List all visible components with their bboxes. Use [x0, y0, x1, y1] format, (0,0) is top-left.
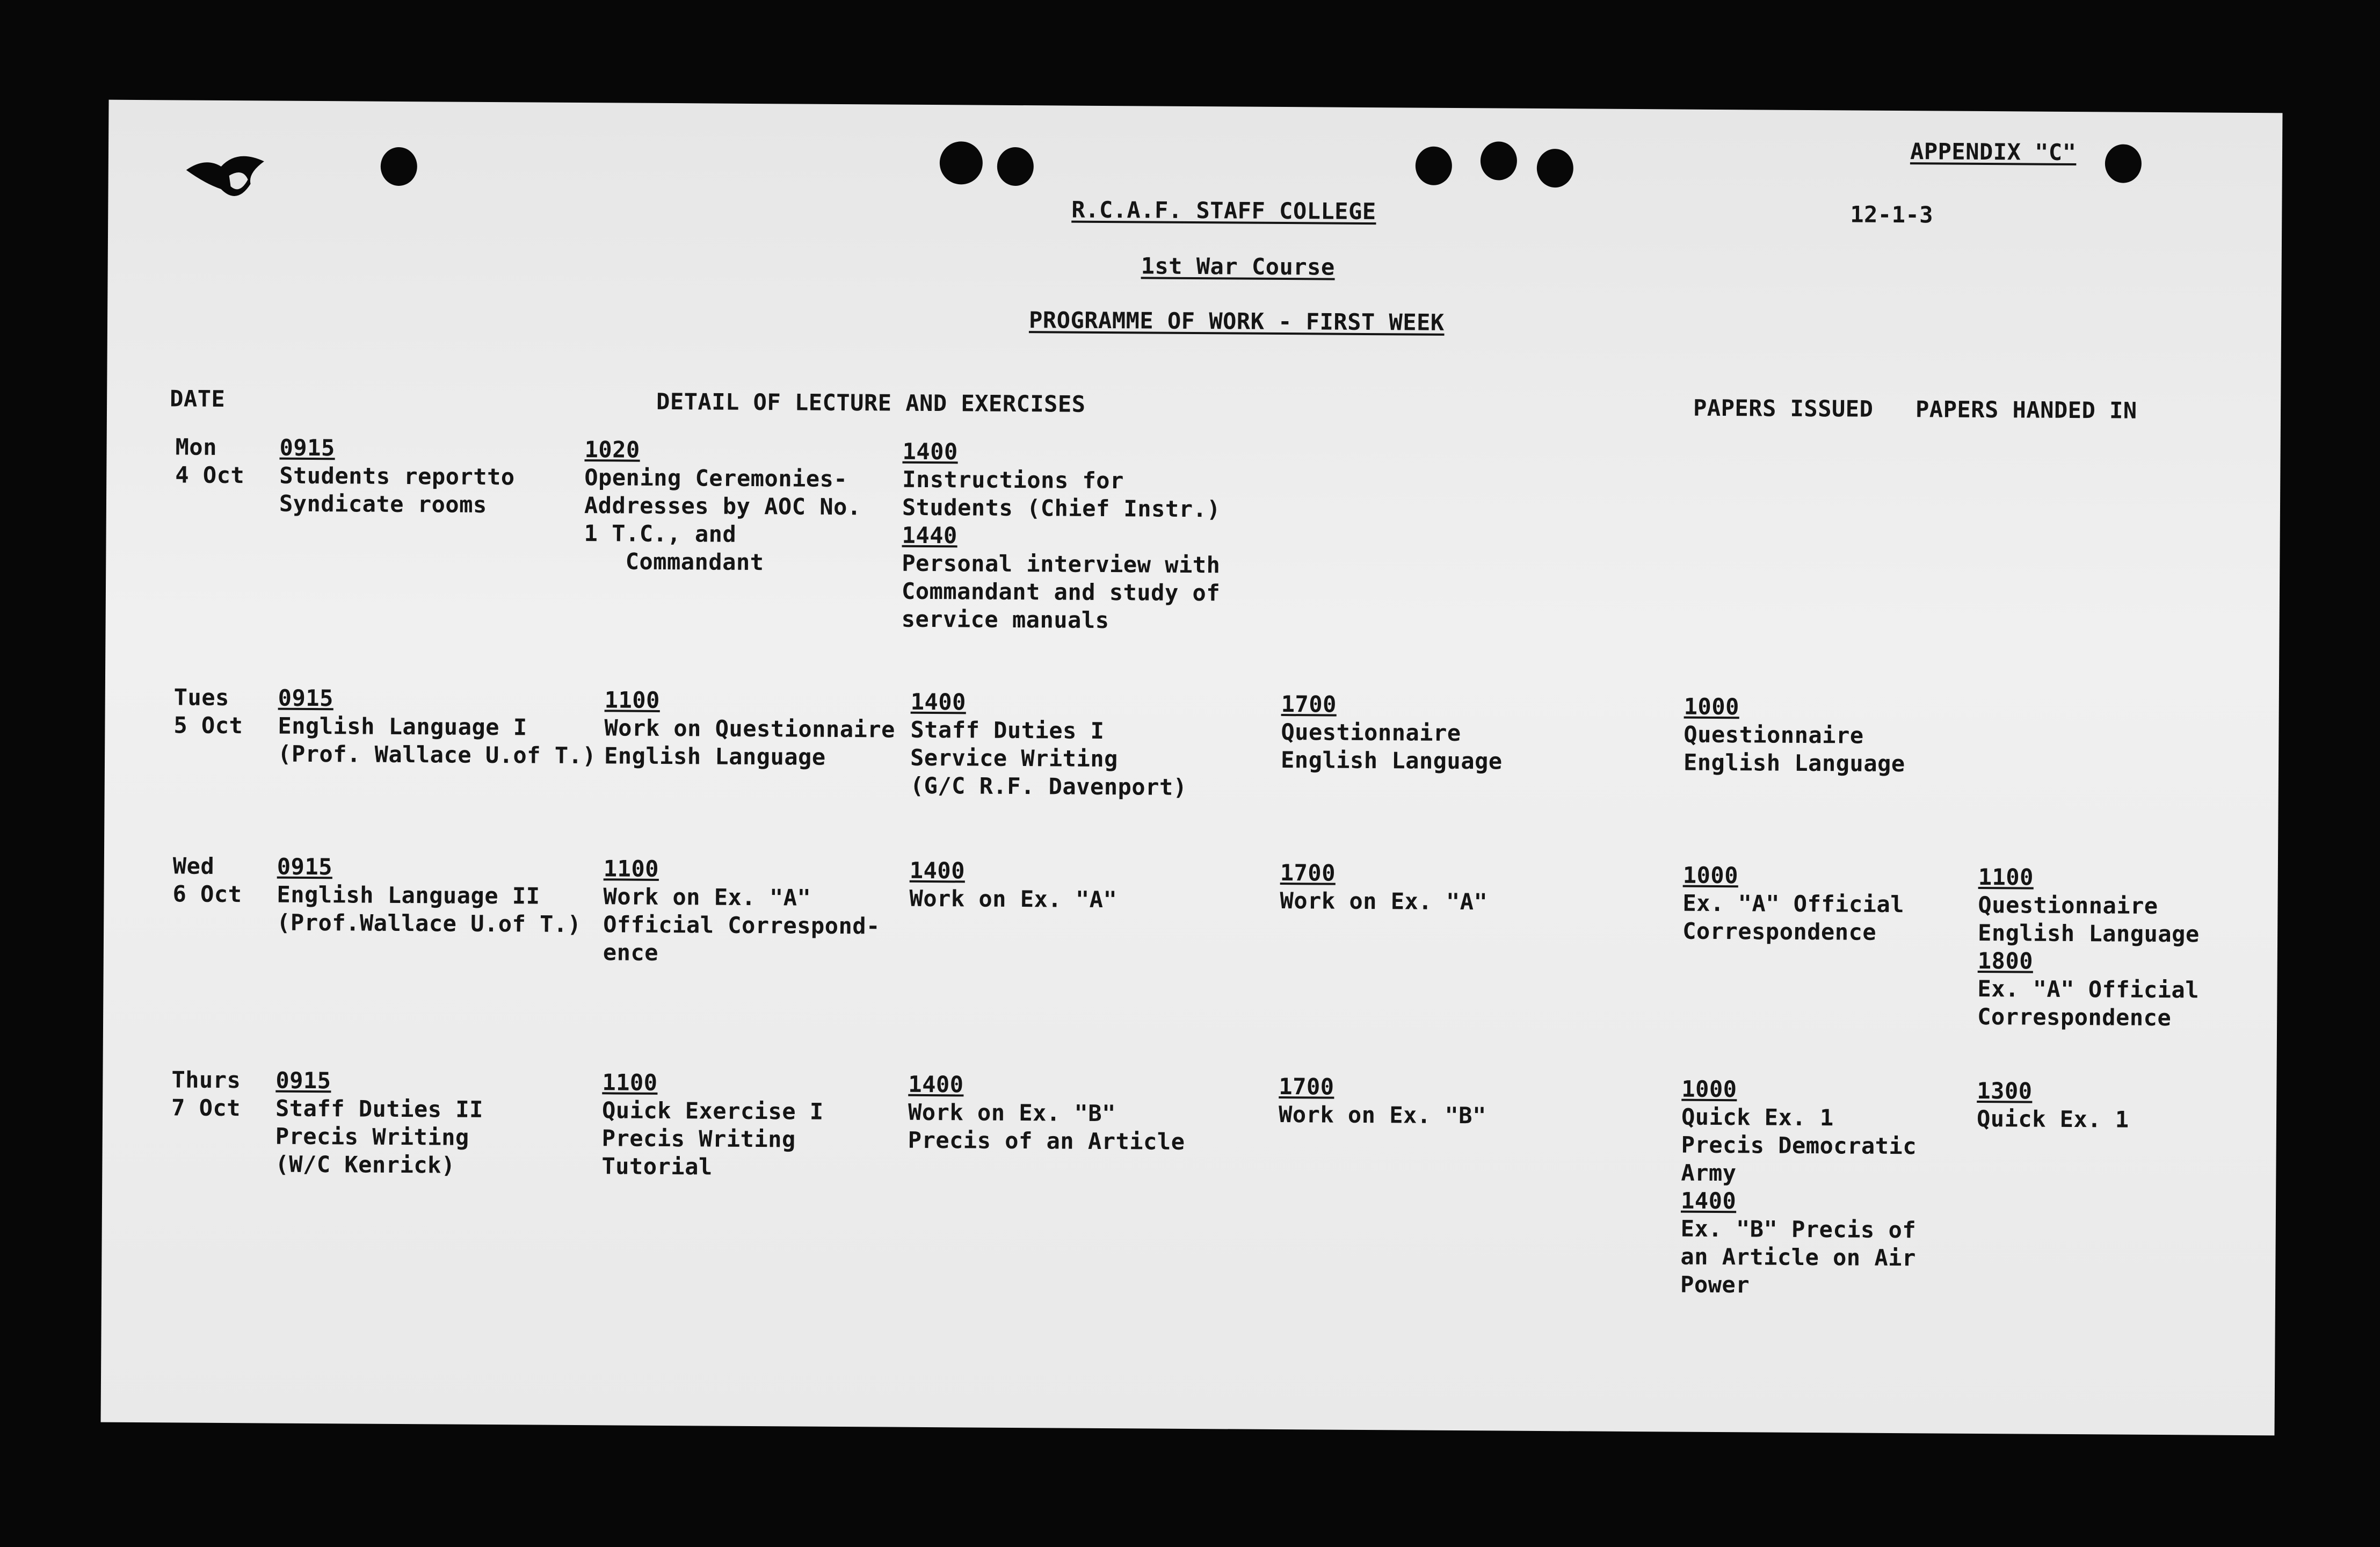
- schedule-entry: 1400 Work on Ex. "A": [909, 857, 1118, 913]
- entry-time: 0915: [278, 684, 334, 712]
- schedule-entry: 0915 Students reportto Syndicate rooms: [279, 434, 515, 518]
- papers-handed-entry: 1100 Questionnaire English Language 1800 Ex. "A" Official Correspondence: [1977, 863, 2200, 1031]
- punch-hole: [940, 141, 983, 184]
- entry-time: 1700: [1281, 691, 1337, 718]
- entry-time: 0915: [275, 1067, 331, 1094]
- schedule-entry: 1700 Questionnaire English Language: [1280, 691, 1503, 775]
- entry-time: 1400: [908, 1071, 964, 1098]
- date-column-header: DATE: [170, 385, 226, 412]
- schedule-entry: 0915 Staff Duties II Precis Writing (W/C Kenrick): [275, 1067, 484, 1179]
- schedule-entry: 1100 Quick Exercise I Precis Writing Tutorial: [601, 1069, 824, 1180]
- entry-time: 1400: [1680, 1187, 1737, 1215]
- punch-hole: [1537, 149, 1573, 187]
- punch-hole: [381, 147, 417, 186]
- punch-hole: [1416, 147, 1452, 185]
- entry-time: 1700: [1280, 859, 1336, 886]
- entry-time: 1000: [1682, 862, 1739, 889]
- papers-issued-entry: 1000 Questionnaire English Language: [1683, 693, 1905, 777]
- entry-time: 1000: [1681, 1075, 1737, 1103]
- entry-time: 1400: [902, 438, 958, 465]
- document-page: [101, 100, 2283, 1436]
- papers-issued-entry: 1000 Quick Ex. 1 Precis Democratic Army 1400 Ex. "B" Precis of an Article on Air Power: [1680, 1075, 1917, 1298]
- punch-hole: [2105, 144, 2142, 183]
- schedule-entry: 1400 Staff Duties I Service Writing (G/C R.F. Davenport): [910, 688, 1187, 800]
- entry-time: 1000: [1684, 693, 1740, 720]
- entry-time: 1300: [1977, 1077, 2033, 1104]
- entry-time: 1100: [604, 686, 661, 713]
- detail-column-header: DETAIL OF LECTURE AND EXERCISES: [656, 388, 1086, 417]
- entry-time: 1020: [584, 436, 640, 463]
- schedule-entry: 1100 Work on Questionnaire English Language: [604, 686, 896, 770]
- schedule-entry: 1700 Work on Ex. "A": [1280, 859, 1488, 915]
- day-label: Thurs 7 Oct: [171, 1066, 241, 1122]
- programme-title: PROGRAMME OF WORK - FIRST WEEK: [1028, 307, 1445, 336]
- college-title: R.C.A.F. STAFF COLLEGE: [1071, 196, 1376, 225]
- punch-hole: [997, 147, 1034, 186]
- schedule-entry: 0915 English Language I (Prof. Wallace U.of T.): [277, 684, 597, 769]
- course-title: 1st War Course: [1141, 252, 1335, 280]
- punch-hole: [1481, 141, 1517, 180]
- papers-handed-header: PAPERS HANDED IN: [1915, 396, 2137, 424]
- schedule-entry: 1400 Work on Ex. "B" Precis of an Article: [908, 1071, 1185, 1155]
- schedule-entry: 1020 Opening Ceremonies- Addresses by AOC No. 1 T.C., and Commandant: [584, 436, 861, 576]
- entry-time: 0915: [277, 853, 333, 880]
- torn-corner-mark: [183, 146, 275, 206]
- papers-handed-entry: 1300 Quick Ex. 1: [1976, 1077, 2129, 1133]
- papers-issued-entry: 1000 Ex. "A" Official Correspondence: [1682, 862, 1905, 945]
- day-label: Mon 4 Oct: [175, 433, 245, 489]
- schedule-entry: 1100 Work on Ex. "A" Official Correspond- ence: [603, 855, 881, 966]
- entry-time: 1800: [1977, 947, 2034, 974]
- schedule-entry: 1400 Instructions for Students (Chief Instr.) 1440 Personal interview with Commandant and study of service manuals: [901, 438, 1221, 634]
- entry-time: 1440: [902, 522, 957, 549]
- day-label: Tues 5 Oct: [173, 684, 243, 739]
- papers-issued-header: PAPERS ISSUED: [1693, 394, 1874, 422]
- reference-number: 12-1-3: [1850, 201, 1934, 228]
- entry-time: 0915: [279, 434, 335, 461]
- entry-time: 1100: [1978, 863, 2034, 891]
- entry-time: 1400: [910, 688, 967, 715]
- entry-time: 1100: [602, 1069, 658, 1096]
- day-label: Wed 6 Oct: [172, 852, 242, 908]
- entry-time: 1700: [1279, 1073, 1334, 1100]
- entry-time: 1100: [603, 855, 659, 882]
- schedule-entry: 0915 English Language II (Prof.Wallace U.of T.): [277, 853, 582, 938]
- entry-time: 1400: [909, 857, 966, 884]
- schedule-entry: 1700 Work on Ex. "B": [1278, 1073, 1486, 1129]
- appendix-label: APPENDIX "C": [1910, 138, 2077, 166]
